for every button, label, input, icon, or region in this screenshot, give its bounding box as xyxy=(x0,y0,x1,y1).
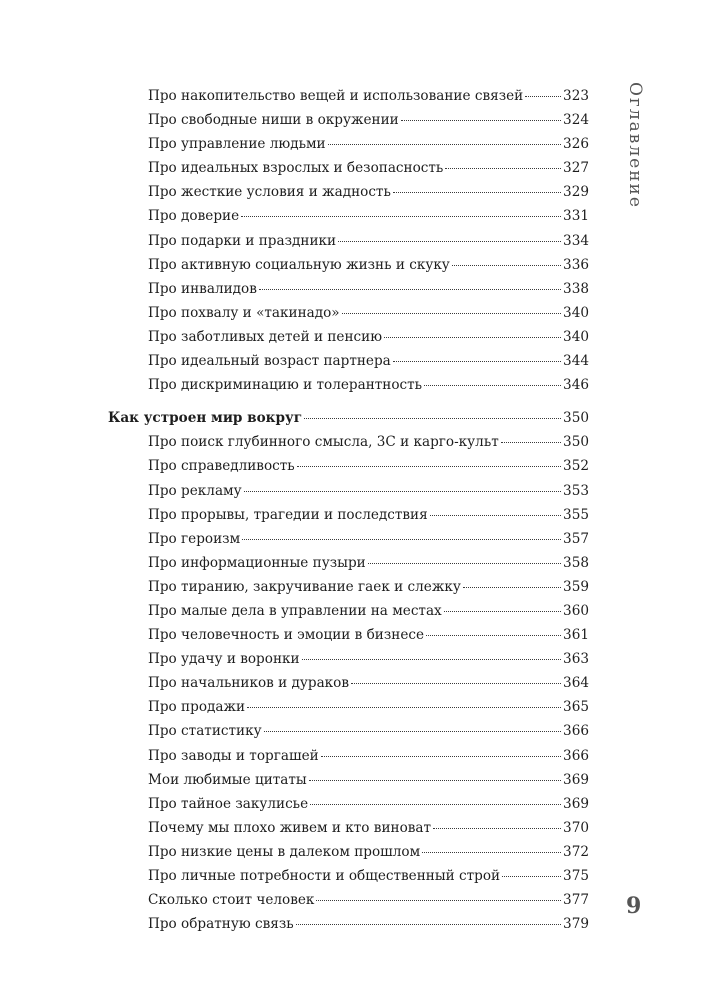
entry-page: 340 xyxy=(563,328,589,345)
entry-title: Про низкие цены в далеком прошлом xyxy=(148,843,421,860)
toc-entry xyxy=(108,430,589,454)
entry-title: Про рекламу xyxy=(148,482,242,499)
toc-entry xyxy=(108,454,589,478)
entry-title: Про личные потребности и общественный строй xyxy=(148,868,501,884)
dot-leader xyxy=(247,707,561,708)
entry-page: 375 xyxy=(563,868,589,884)
toc-section-heading xyxy=(108,406,589,430)
entry-page: 366 xyxy=(563,747,589,764)
entry-title: Почему мы плохо живем и кто виноват xyxy=(148,819,432,836)
entry-page: 364 xyxy=(563,675,589,692)
dot-leader xyxy=(302,659,561,660)
entry-title: Про активную социальную жизнь и скуку xyxy=(148,256,450,273)
entry-page: 359 xyxy=(563,578,589,595)
entry-title: Про статистику xyxy=(148,723,262,740)
dot-leader xyxy=(244,491,561,492)
section-page: 350 xyxy=(563,410,589,427)
toc-entry xyxy=(108,671,589,695)
entry-page: 369 xyxy=(563,771,589,788)
entry-page: 369 xyxy=(563,795,589,812)
toc-entry xyxy=(108,503,589,527)
dot-leader xyxy=(296,924,561,925)
dot-leader xyxy=(424,385,561,386)
toc-entry xyxy=(108,695,589,719)
dot-leader xyxy=(321,756,561,757)
entry-page: 357 xyxy=(563,530,589,547)
toc-entry xyxy=(108,647,589,671)
toc-entry xyxy=(108,623,589,647)
entry-page: 329 xyxy=(563,184,589,201)
toc-entry xyxy=(108,180,589,204)
entry-title: Про удачу и воронки xyxy=(148,651,300,668)
entry-page: 363 xyxy=(563,651,589,668)
entry-page: 323 xyxy=(563,88,589,104)
entry-page: 331 xyxy=(563,208,589,225)
toc-entry xyxy=(108,864,589,888)
dot-leader xyxy=(368,563,561,564)
entry-title: Про информационные пузыри xyxy=(148,554,366,571)
toc-entry xyxy=(108,527,589,551)
dot-leader xyxy=(342,313,561,314)
entry-title: Про поиск глубинного смысла, 3С и карго-культ xyxy=(148,434,499,451)
entry-title: Про заводы и торгашей xyxy=(148,747,319,764)
dot-leader xyxy=(393,192,561,193)
dot-leader xyxy=(297,466,561,467)
entry-title: Про продажи xyxy=(148,699,246,716)
entry-title: Про прорывы, трагедии и последствия xyxy=(148,506,428,523)
chapter-side-title: Оглавление xyxy=(625,82,645,209)
entry-page: 372 xyxy=(563,843,589,860)
dot-leader xyxy=(393,361,561,362)
toc-entry xyxy=(108,575,589,599)
dot-leader xyxy=(426,635,561,636)
entry-title: Про подарки и праздники xyxy=(148,232,337,249)
dot-leader xyxy=(310,804,561,805)
toc-group-2 xyxy=(108,430,589,936)
dot-leader xyxy=(445,168,561,169)
dot-leader xyxy=(328,144,561,145)
entry-title: Мои любимые цитаты xyxy=(148,771,307,788)
entry-title: Про дискриминацию и толерантность xyxy=(148,377,423,394)
dot-leader xyxy=(463,587,561,588)
toc-entry xyxy=(108,325,589,349)
dot-leader xyxy=(338,241,561,242)
toc-entry xyxy=(108,888,589,912)
toc-entry xyxy=(108,349,589,373)
toc-entry xyxy=(108,301,589,325)
dot-leader xyxy=(422,852,561,853)
entry-title: Про управление людьми xyxy=(148,136,326,153)
entry-title: Про похвалу и «такинадо» xyxy=(148,304,340,321)
toc-entry xyxy=(108,229,589,253)
toc-entry xyxy=(108,277,589,301)
entry-page: 344 xyxy=(563,353,589,370)
toc-entry xyxy=(108,156,589,180)
toc-entry xyxy=(108,816,589,840)
dot-leader xyxy=(452,265,561,266)
entry-title: Про заботливых детей и пенсию xyxy=(148,328,383,345)
section-title: Как устроен мир вокруг xyxy=(108,410,303,427)
entry-page: 377 xyxy=(563,892,589,909)
entry-page: 360 xyxy=(563,602,589,619)
toc-entry xyxy=(108,108,589,132)
entry-title: Про тайное закулисье xyxy=(148,795,309,812)
entry-page: 366 xyxy=(563,723,589,740)
dot-leader xyxy=(501,442,561,443)
entry-title: Про человечность и эмоции в бизнесе xyxy=(148,627,425,644)
dot-leader xyxy=(351,683,561,684)
page-number: 9 xyxy=(626,893,642,919)
entry-title: Про справедливость xyxy=(148,458,295,475)
dot-leader xyxy=(525,96,561,97)
dot-leader xyxy=(241,216,561,217)
toc-entry xyxy=(108,132,589,156)
dot-leader xyxy=(242,539,561,540)
entry-title: Про малые дела в управлении на местах xyxy=(148,602,442,619)
toc-entry xyxy=(108,253,589,277)
dot-leader xyxy=(259,289,561,290)
toc-entry xyxy=(108,479,589,503)
toc-entry xyxy=(108,912,589,936)
entry-title: Про накопительство вещей и использование связей xyxy=(148,88,524,104)
entry-title: Про героизм xyxy=(148,530,241,547)
entry-title: Про доверие xyxy=(148,208,240,225)
entry-page: 336 xyxy=(563,256,589,273)
toc-entry xyxy=(108,373,589,397)
entry-page: 355 xyxy=(563,506,589,523)
entry-page: 370 xyxy=(563,819,589,836)
dot-leader xyxy=(502,876,561,877)
entry-title: Про обратную связь xyxy=(148,916,294,933)
dot-leader xyxy=(433,828,561,829)
entry-page: 365 xyxy=(563,699,589,716)
toc-entry xyxy=(108,599,589,623)
toc-entry xyxy=(108,84,589,108)
dot-leader xyxy=(444,611,561,612)
entry-title: Про начальников и дураков xyxy=(148,675,350,692)
entry-page: 334 xyxy=(563,232,589,249)
entry-title: Про свободные ниши в окружении xyxy=(148,112,399,129)
entry-title: Про идеальный возраст партнера xyxy=(148,353,391,370)
toc-entry xyxy=(108,551,589,575)
entry-page: 324 xyxy=(563,112,589,129)
entry-title: Сколько стоит человек xyxy=(148,892,315,909)
entry-page: 340 xyxy=(563,304,589,321)
entry-page: 358 xyxy=(563,554,589,571)
dot-leader xyxy=(430,515,561,516)
entry-title: Про тиранию, закручивание гаек и слежку xyxy=(148,578,461,595)
dot-leader xyxy=(401,120,561,121)
entry-page: 352 xyxy=(563,458,589,475)
toc-entry xyxy=(108,768,589,792)
dot-leader xyxy=(264,731,561,732)
toc-group-1 xyxy=(108,84,589,397)
toc-entry xyxy=(108,792,589,816)
entry-page: 346 xyxy=(563,377,589,394)
entry-title: Про идеальных взрослых и безопасность xyxy=(148,160,444,177)
dot-leader xyxy=(316,900,561,901)
entry-title: Про инвалидов xyxy=(148,280,257,297)
entry-page: 379 xyxy=(563,916,589,933)
entry-page: 353 xyxy=(563,482,589,499)
entry-page: 326 xyxy=(563,136,589,153)
toc-entry xyxy=(108,840,589,864)
toc-entry xyxy=(108,744,589,768)
dot-leader xyxy=(304,418,561,419)
entry-title: Про жесткие условия и жадность xyxy=(148,184,391,201)
table-of-contents xyxy=(108,84,589,936)
entry-page: 338 xyxy=(563,280,589,297)
dot-leader xyxy=(384,337,561,338)
entry-page: 350 xyxy=(563,434,589,451)
entry-page: 327 xyxy=(563,160,589,177)
toc-entry xyxy=(108,719,589,743)
section-gap xyxy=(108,397,589,406)
dot-leader xyxy=(309,780,561,781)
entry-page: 361 xyxy=(563,627,589,644)
toc-entry xyxy=(108,204,589,228)
